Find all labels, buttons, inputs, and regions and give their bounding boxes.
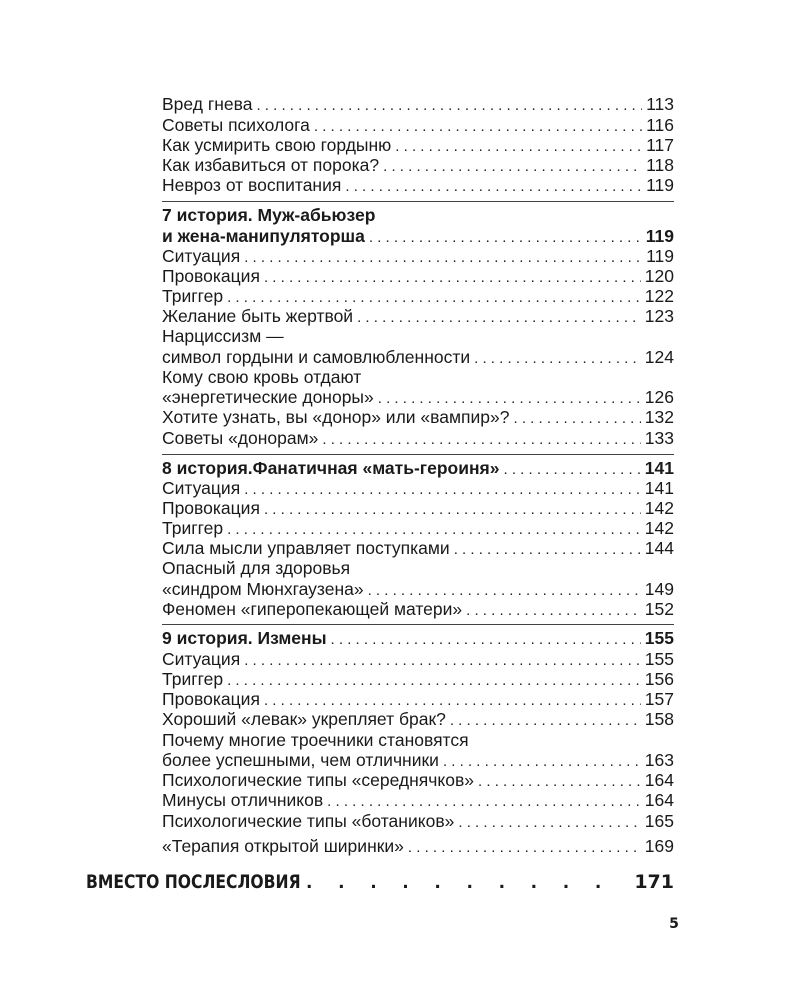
chapter-title: 7 история. Муж-абьюзер [162, 205, 376, 225]
dot-leader [244, 650, 641, 671]
toc-entry-title: Почему многие троечники становятся [162, 730, 469, 750]
toc-entry-page: 164 [644, 790, 674, 810]
toc-entry-page: 165 [644, 811, 674, 831]
dot-leader [474, 348, 641, 369]
toc-entry-line [162, 326, 674, 347]
afterword-page: 171 [634, 871, 674, 893]
toc-entry [162, 306, 674, 327]
dot-leader [306, 869, 628, 897]
toc-entry-title: Опасный для здоровья [162, 558, 351, 578]
toc-entry-title: Провокация [162, 689, 260, 709]
toc-entry [162, 266, 674, 287]
dot-leader [466, 600, 641, 621]
toc-entry-page: 120 [644, 266, 674, 286]
toc-entry-page: 156 [644, 669, 674, 689]
toc-entry-page: 164 [644, 770, 674, 790]
dot-leader [503, 459, 640, 480]
toc-entry [162, 649, 674, 670]
toc-entry-page: 133 [644, 428, 674, 448]
dot-leader [244, 479, 641, 500]
toc-entry-page: 155 [644, 649, 674, 669]
toc-entry-title: символ гордыни и самовлюбленности [162, 347, 471, 367]
toc-entry [162, 498, 674, 519]
dot-leader [478, 771, 641, 792]
chapter-heading [162, 226, 674, 247]
toc-entry [162, 115, 674, 136]
toc-entry [162, 689, 674, 710]
dot-leader [256, 95, 642, 116]
section-divider [162, 454, 674, 455]
toc-entry-title: «синдром Мюнхгаузена» [162, 579, 364, 599]
toc-entry [162, 407, 674, 428]
dot-leader [450, 710, 641, 731]
toc-entry [162, 175, 674, 196]
dot-leader [383, 156, 642, 177]
dot-leader [264, 267, 641, 288]
toc-entry-page: 116 [646, 115, 674, 135]
afterword-entry [86, 868, 674, 896]
toc-entry-title: Триггер [162, 669, 224, 689]
dot-leader [369, 227, 642, 248]
chapter-page: 119 [645, 226, 674, 246]
toc-entry [162, 428, 674, 449]
toc-entry-page: 149 [644, 579, 674, 599]
page-number: 5 [669, 916, 679, 932]
toc-entry [162, 478, 674, 499]
toc-entry [162, 518, 674, 539]
toc-entry [162, 709, 674, 730]
toc-entry-title: Советы «донорам» [162, 428, 319, 448]
toc-entry-page: 141 [644, 478, 674, 498]
toc-entry-title: Советы психолога [162, 115, 310, 135]
toc-entry-page: 126 [644, 387, 674, 407]
toc-entry-title: Как усмирить свою гордыню [162, 135, 392, 155]
toc-entry-title: Триггер [162, 286, 224, 306]
dot-leader [227, 670, 641, 691]
toc-entry-page: 158 [644, 709, 674, 729]
dot-leader [368, 580, 641, 601]
dot-leader [314, 116, 642, 137]
toc-entry [162, 286, 674, 307]
toc-entry-title: Психологические типы «ботаников» [162, 811, 455, 831]
dot-leader [227, 287, 641, 308]
toc-entry-title: Кому свою кровь отдают [162, 367, 362, 387]
toc-entry-page: 163 [644, 750, 674, 770]
toc-entry-page: 169 [644, 836, 674, 856]
toc-entry [162, 94, 674, 115]
dot-leader [357, 307, 641, 328]
toc-entry [162, 347, 674, 368]
dot-leader [378, 388, 641, 409]
afterword-title: ВМЕСТО ПОСЛЕСЛОВИЯ [86, 871, 301, 893]
toc-entry [162, 246, 674, 267]
toc-entry [162, 579, 674, 600]
dot-leader [264, 499, 641, 520]
dot-leader [458, 812, 640, 833]
dot-leader [513, 408, 640, 429]
toc-entry [162, 155, 674, 176]
toc-entry-title: «Терапия открытой ширинки» [162, 836, 404, 856]
toc-entry-title: Хороший «левак» укрепляет брак? [162, 709, 446, 729]
chapter-heading-line [162, 205, 674, 226]
toc-entry-title: Как избавиться от порока? [162, 155, 380, 175]
chapter-heading [162, 458, 674, 479]
toc-entry-title: Сила мысли управляет поступками [162, 538, 450, 558]
dot-leader [244, 247, 642, 268]
toc-entry [162, 669, 674, 690]
toc-entry-page: 117 [646, 135, 674, 155]
toc-entry-title: Ситуация [162, 649, 241, 669]
toc-entry-page: 132 [644, 407, 674, 427]
dot-leader [227, 519, 641, 540]
toc-entry [162, 790, 674, 811]
toc-entry-title: Желание быть жертвой [162, 306, 354, 326]
dot-leader [327, 791, 641, 812]
toc-entry-page: 118 [646, 155, 674, 175]
toc-entry-title: Феномен «гиперопекающей матери» [162, 599, 463, 619]
toc-entry-page: 157 [644, 689, 674, 709]
toc-entry-title: Триггер [162, 518, 224, 538]
toc-entry-page: 113 [646, 94, 674, 114]
toc-entry-title: Хотите узнать, вы «донор» или «вампир»? [162, 407, 510, 427]
dot-leader [345, 176, 642, 197]
toc-entry [162, 538, 674, 559]
toc-entry-page: 124 [644, 347, 674, 367]
dot-leader [454, 539, 641, 560]
dot-leader [264, 690, 641, 711]
toc-entry [162, 387, 674, 408]
toc-entry-title: Провокация [162, 498, 260, 518]
toc-entry [162, 135, 674, 156]
toc-entry [162, 599, 674, 620]
toc-entry-page: 119 [646, 246, 674, 266]
section-divider [162, 201, 674, 202]
chapter-title: 9 история. Измены [162, 628, 327, 648]
toc-entry-page: 123 [644, 306, 674, 326]
chapter-title: и жена-манипуляторша [162, 226, 365, 246]
toc-entry [162, 836, 674, 857]
chapter-page: 141 [644, 458, 674, 478]
toc-entry-line [162, 367, 674, 388]
toc-entry-page: 142 [644, 518, 674, 538]
toc-entry-line [162, 730, 674, 751]
toc-entry-title: Невроз от воспитания [162, 175, 342, 195]
chapter-heading [162, 628, 674, 649]
toc-entry-title: Провокация [162, 266, 260, 286]
dot-leader [395, 136, 642, 157]
chapter-title: 8 история.Фанатичная «мать-героиня» [162, 458, 500, 478]
toc-entry-title: Ситуация [162, 478, 241, 498]
dot-leader [408, 837, 641, 858]
chapter-page: 155 [644, 628, 674, 648]
toc-entry [162, 750, 674, 771]
toc-entry-title: Нарциссизм — [162, 326, 284, 346]
toc-entry-line [162, 558, 674, 579]
dot-leader [331, 629, 641, 650]
toc-entry [162, 770, 674, 791]
toc-entry-page: 119 [646, 175, 674, 195]
toc-entry [162, 811, 674, 832]
section-divider [162, 624, 674, 625]
toc-entry-title: Минусы отличников [162, 790, 324, 810]
toc-entry-page: 144 [644, 538, 674, 558]
toc-entry-page: 152 [644, 599, 674, 619]
dot-leader [322, 429, 640, 450]
toc-entry-page: 142 [644, 498, 674, 518]
toc-entry-title: Психологические типы «середнячков» [162, 770, 475, 790]
toc-entry-title: Вред гнева [162, 94, 253, 114]
toc-entry-title: более успешными, чем отличники [162, 750, 439, 770]
toc-entry-title: «энергетические доноры» [162, 387, 374, 407]
toc-entry-title: Ситуация [162, 246, 241, 266]
toc-entry-page: 122 [644, 286, 674, 306]
dot-leader [443, 751, 641, 772]
